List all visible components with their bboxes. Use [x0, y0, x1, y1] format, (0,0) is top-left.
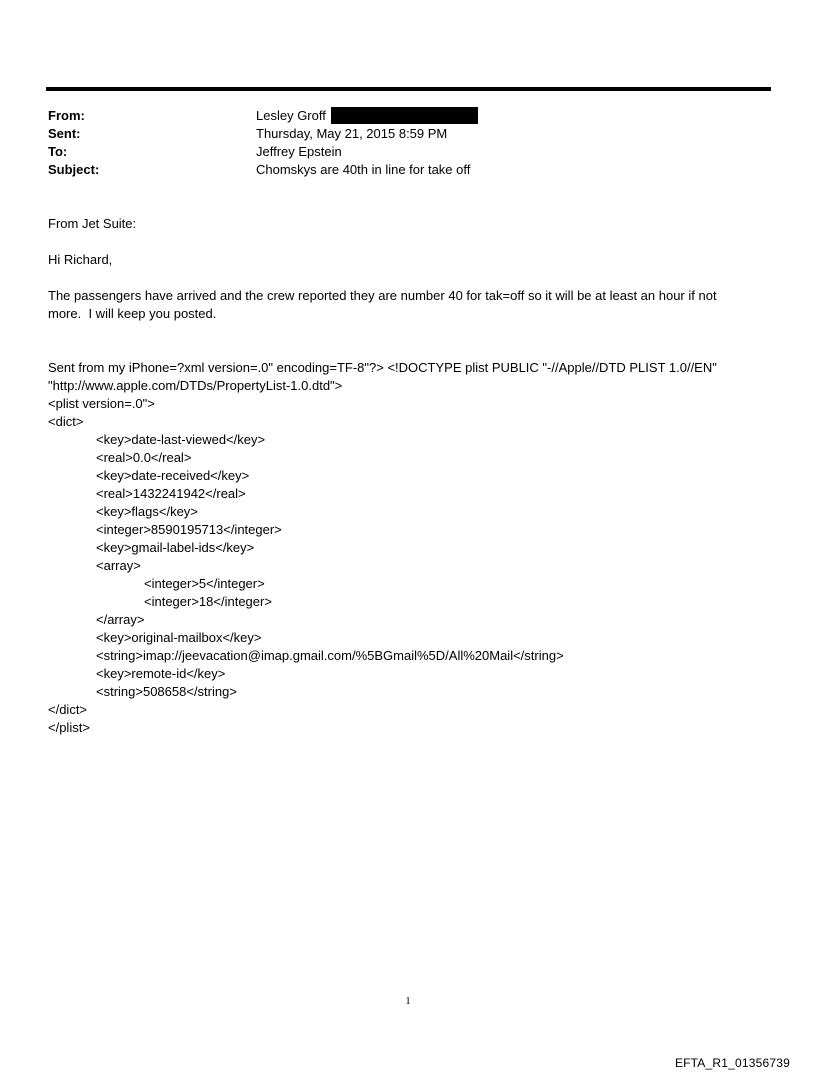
plist-line: </dict>	[48, 702, 88, 717]
plist-line: <real>1432241942</real>	[96, 486, 246, 501]
document-id: EFTA_R1_01356739	[674, 1056, 790, 1070]
to-label: To:	[48, 144, 68, 159]
header-divider	[46, 87, 771, 91]
plist-line: </array>	[96, 612, 145, 627]
body-message-line: The passengers have arrived and the crew reported they are number 40 for tak=off so it will be at least an hour if not	[48, 288, 717, 303]
from-name: Lesley Groff	[256, 108, 326, 123]
subject-value: Chomskys are 40th in line for take off	[256, 162, 471, 177]
plist-line: <real>0.0</real>	[96, 450, 192, 465]
sent-value: Thursday, May 21, 2015 8:59 PM	[256, 126, 448, 141]
plist-line: <key>date-received</key>	[96, 468, 250, 483]
body-message-line: more. I will keep you posted.	[48, 306, 217, 321]
body-source-line: From Jet Suite:	[48, 216, 137, 231]
plist-line: <string>508658</string>	[96, 684, 237, 699]
sent-label: Sent:	[48, 126, 81, 141]
from-value	[256, 107, 478, 125]
body-greeting: Hi Richard,	[48, 252, 113, 267]
plist-line: <key>gmail-label-ids</key>	[96, 540, 255, 555]
redaction-block	[331, 107, 478, 124]
plist-line: <key>flags</key>	[96, 504, 198, 519]
plist-line: <integer>5</integer>	[144, 576, 265, 591]
plist-line: <key>original-mailbox</key>	[96, 630, 262, 645]
plist-line: <dict>	[48, 414, 84, 429]
plist-line: <key>date-last-viewed</key>	[96, 432, 266, 447]
plist-line: <array>	[96, 558, 141, 573]
from-label: From:	[48, 108, 85, 123]
subject-label: Subject:	[48, 162, 100, 177]
to-value: Jeffrey Epstein	[256, 144, 342, 159]
plist-line: <plist version=.0">	[48, 396, 155, 411]
plist-line: </plist>	[48, 720, 90, 735]
plist-line: <key>remote-id</key>	[96, 666, 226, 681]
page-number: 1	[405, 995, 411, 1007]
plist-line: Sent from my iPhone=?xml version=.0" encoding=TF-8"?> <!DOCTYPE plist PUBLIC "-//Apple//DTD PLIST 1.0//EN"	[48, 360, 717, 375]
plist-line: <integer>8590195713</integer>	[96, 522, 282, 537]
plist-line: <string>imap://jeevacation@imap.gmail.com/%5BGmail%5D/All%20Mail</string>	[96, 648, 564, 663]
plist-line: <integer>18</integer>	[144, 594, 272, 609]
plist-line: "http://www.apple.com/DTDs/PropertyList-1.0.dtd">	[48, 378, 343, 393]
